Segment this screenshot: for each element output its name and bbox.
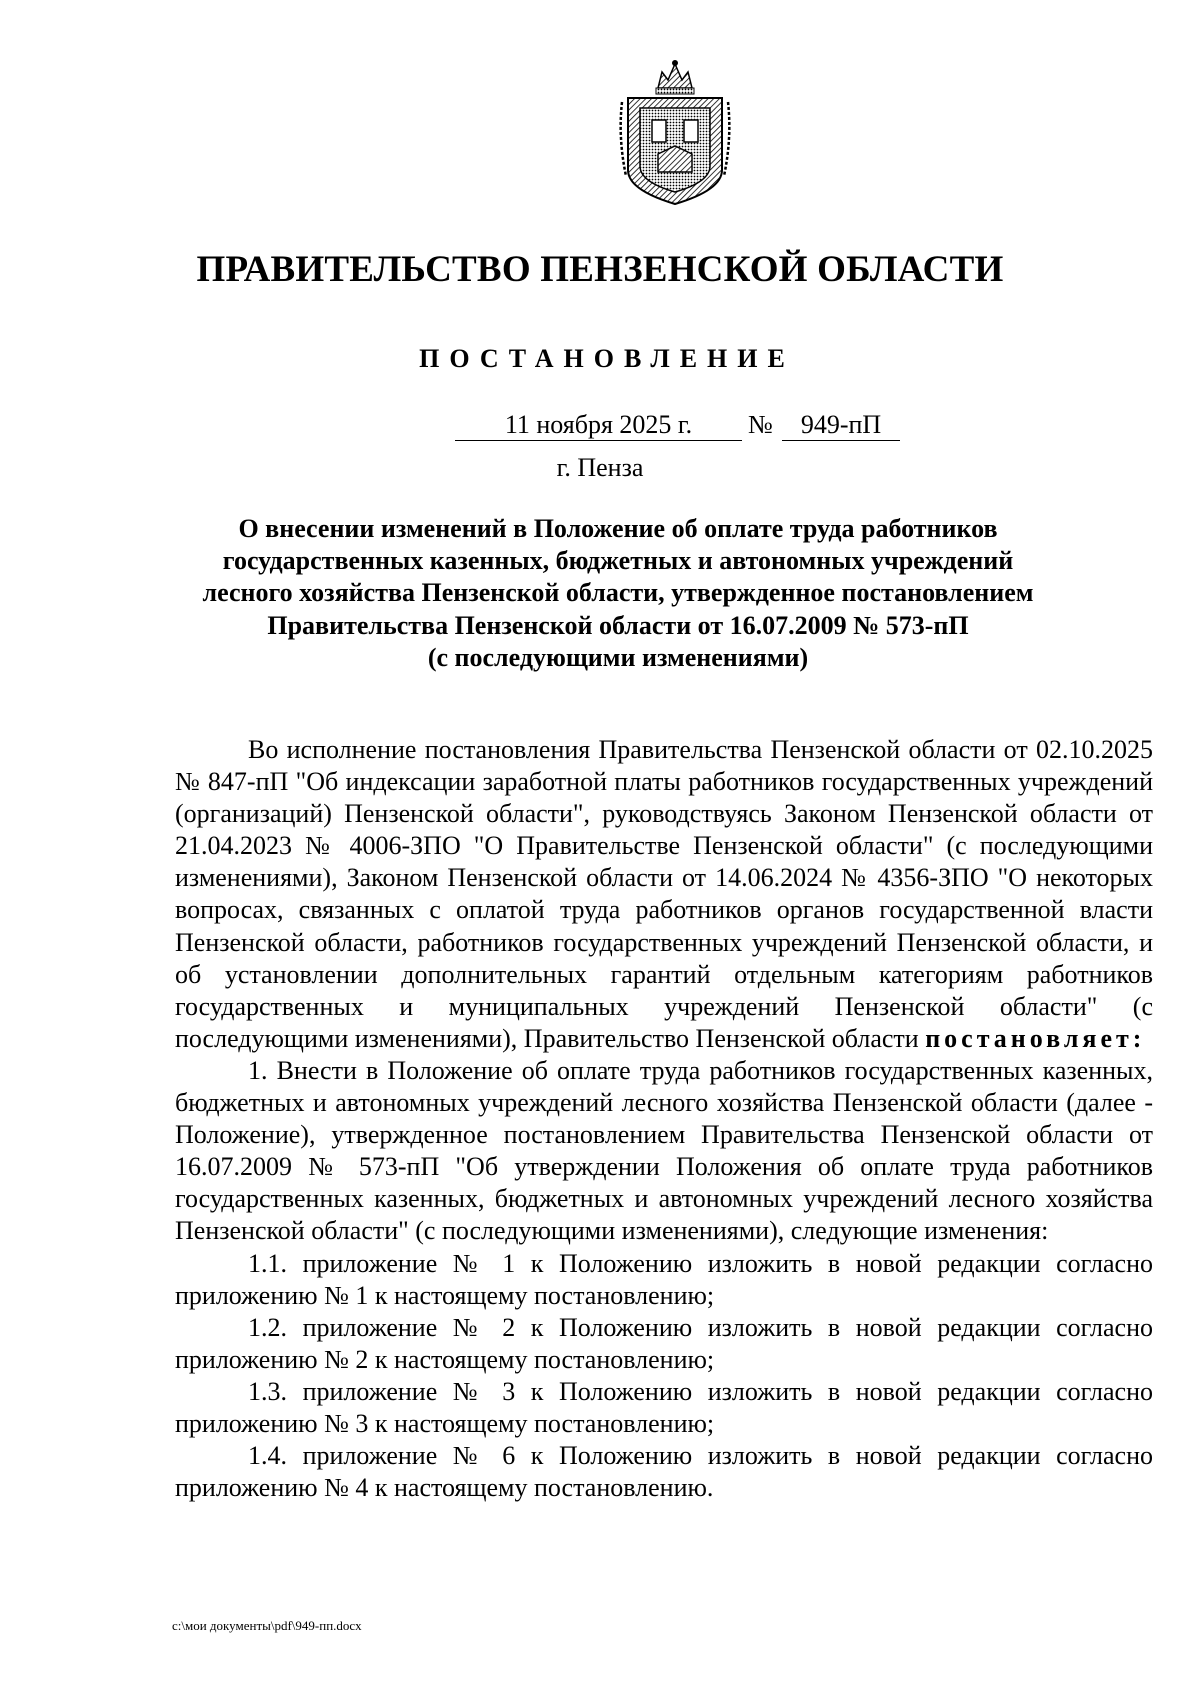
- file-path-footer: c:\мои документы\pdf\949-пп.docx: [172, 1618, 362, 1633]
- item-1-3-paragraph: 1.3. приложение № 3 к Положению изложить в новой редакции согласно приложению № 3 к настоящему постановлению;: [175, 1376, 1153, 1438]
- document-type: ПОСТАНОВЛЕНИЕ: [419, 344, 795, 373]
- government-title: ПРАВИТЕЛЬСТВО ПЕНЗЕНСКОЙ ОБЛАСТИ: [196, 249, 1004, 290]
- document-place: г. Пенза: [556, 453, 644, 482]
- item-1-paragraph: 1. Внести в Положение об оплате труда работников государственных казенных, бюджетных и автономных учреждений лесного хозяйства Пензенской области (далее - Положение), утвержденное постановлением Правительства Пензенской области от 16.07.2009 № 573-пП "Об утверждении Положения об оплате труда работников государственных казенных, бюджетных и автономных учреждений лесного хозяйства Пензенской области" (с последующими изменениями), следующие изменения:: [175, 1055, 1153, 1246]
- subject-line: лесного хозяйства Пензенской области, утвержденное постановлением: [202, 578, 1034, 608]
- item-1-2-paragraph: 1.2. приложение № 2 к Положению изложить в новой редакции согласно приложению № 2 к настоящему постановлению;: [175, 1312, 1153, 1374]
- document-subject: [175, 513, 1061, 674]
- decree-word: постановляет:: [925, 1023, 1146, 1053]
- subject-line: Правительства Пензенской области от 16.07.2009 № 573-пП: [267, 610, 969, 640]
- number-sign: №: [748, 410, 773, 439]
- document-number: 949-пП: [782, 410, 900, 441]
- subject-line: О внесении изменений в Положение об оплате труда работников: [238, 514, 998, 543]
- date-number-line: [0, 410, 1200, 444]
- item-1-1-paragraph: 1.1. приложение № 1 к Положению изложить в новой редакции согласно приложению № 1 к настоящему постановлению;: [175, 1248, 1153, 1310]
- preamble-paragraph: [175, 734, 1153, 1055]
- item-1-4-paragraph: 1.4. приложение № 6 к Положению изложить в новой редакции согласно приложению № 4 к настоящему постановлению.: [175, 1441, 1153, 1503]
- document-body: [175, 734, 1153, 1504]
- preamble-text: Во исполнение постановления Правительства Пензенской области от 02.10.2025 № 847-пП "Об индексации заработной платы работников государственных учреждений (организаций) Пензенской области", руководствуясь Законом Пензенской области от 21.04.2023 № 4006-ЗПО "О Правительстве Пензенской области" (с последующими изменениями), Законом Пензенской области от 14.06.2024 № 4356-ЗПО "О некоторых вопросах, связанных с оплатой труда работников органов государственной власти Пензенской области, работников государственных учреждений Пензенской области, и об установлении дополнительных гарантий отдельным категориям работников государственных и муниципальных учреждений Пензенской области" (с последующими изменениями), Правительство Пензенской области: [175, 735, 1153, 1053]
- document-date: 11 ноября 2025 г.: [455, 410, 742, 441]
- subject-line: (с последующими изменениями): [427, 642, 809, 672]
- penza-coat-of-arms-icon: [618, 58, 732, 208]
- subject-line: государственных казенных, бюджетных и автономных учреждений: [222, 546, 1014, 576]
